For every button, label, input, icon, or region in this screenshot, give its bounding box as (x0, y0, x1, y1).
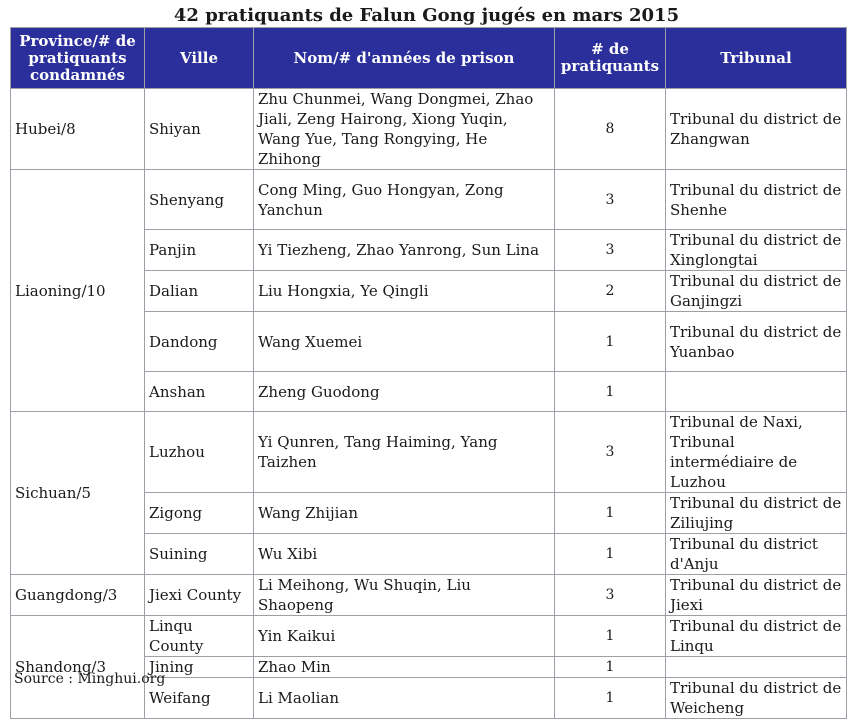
tribunal-cell (666, 657, 847, 678)
names-cell: Liu Hongxia, Ye Qingli (254, 271, 555, 312)
ville-cell: Weifang (145, 678, 254, 719)
header-count: # de pratiquants (555, 28, 666, 89)
table-row (11, 89, 847, 170)
ville-cell: Zigong (145, 493, 254, 534)
tribunal-cell: Tribunal du district de Shenhe (666, 170, 847, 230)
names-cell: Yin Kaikui (254, 616, 555, 657)
names-cell: Wu Xibi (254, 534, 555, 575)
source-note: Source : Minghui.org (14, 671, 166, 687)
count-cell: 1 (555, 493, 666, 534)
count-cell: 1 (555, 372, 666, 412)
names-cell: Yi Qunren, Tang Haiming, Yang Taizhen (254, 412, 555, 493)
province-cell: Shandong/3 (11, 616, 145, 719)
tribunal-cell: Tribunal du district de Xinglongtai (666, 230, 847, 271)
page-title: 42 pratiquants de Falun Gong jugés en mars 2015 (173, 5, 680, 26)
count-cell: 1 (555, 678, 666, 719)
ville-cell: Anshan (145, 372, 254, 412)
names-cell: Zhu Chunmei, Wang Dongmei, Zhao Jiali, Zeng Hairong, Xiong Yuqin, Wang Yue, Tang Rongying, He Zhihong (254, 89, 555, 170)
count-cell: 3 (555, 575, 666, 616)
tribunal-cell: Tribunal du district de Ganjingzi (666, 271, 847, 312)
tribunal-cell: Tribunal du district de Linqu (666, 616, 847, 657)
tribunal-cell: Tribunal du district d'Anju (666, 534, 847, 575)
tribunal-cell: Tribunal du district de Yuanbao (666, 312, 847, 372)
tribunal-cell: Tribunal du district de Zhangwan (666, 89, 847, 170)
ville-cell: Dandong (145, 312, 254, 372)
names-cell: Li Maolian (254, 678, 555, 719)
header-row (11, 28, 847, 89)
ville-cell: Jining (145, 657, 254, 678)
ville-cell: Shenyang (145, 170, 254, 230)
names-cell: Wang Xuemei (254, 312, 555, 372)
names-cell: Cong Ming, Guo Hongyan, Zong Yanchun (254, 170, 555, 230)
names-cell: Li Meihong, Wu Shuqin, Liu Shaopeng (254, 575, 555, 616)
tribunal-cell: Tribunal du district de Jiexi (666, 575, 847, 616)
ville-cell: Panjin (145, 230, 254, 271)
ville-cell: Jiexi County (145, 575, 254, 616)
names-cell: Zheng Guodong (254, 372, 555, 412)
province-cell: Liaoning/10 (11, 170, 145, 412)
header-tribunal: Tribunal (666, 28, 847, 89)
ville-cell: Suining (145, 534, 254, 575)
names-cell: Yi Tiezheng, Zhao Yanrong, Sun Lina (254, 230, 555, 271)
count-cell: 1 (555, 657, 666, 678)
table-row (11, 575, 847, 616)
tribunal-cell: Tribunal du district de Weicheng (666, 678, 847, 719)
province-cell: Sichuan/5 (11, 412, 145, 575)
sentences-table (10, 27, 847, 719)
ville-cell: Shiyan (145, 89, 254, 170)
count-cell: 2 (555, 271, 666, 312)
ville-cell: Dalian (145, 271, 254, 312)
header-ville: Ville (145, 28, 254, 89)
count-cell: 1 (555, 616, 666, 657)
count-cell: 3 (555, 170, 666, 230)
names-cell: Wang Zhijian (254, 493, 555, 534)
tribunal-cell: Tribunal du district de Ziliujing (666, 493, 847, 534)
ville-cell: Luzhou (145, 412, 254, 493)
count-cell: 3 (555, 230, 666, 271)
names-cell: Zhao Min (254, 657, 555, 678)
table-row (11, 616, 847, 657)
province-cell: Hubei/8 (11, 89, 145, 170)
province-cell: Guangdong/3 (11, 575, 145, 616)
table-body (11, 89, 847, 719)
tribunal-cell (666, 372, 847, 412)
count-cell: 3 (555, 412, 666, 493)
count-cell: 8 (555, 89, 666, 170)
count-cell: 1 (555, 312, 666, 372)
table-row (11, 412, 847, 493)
header-noms: Nom/# d'années de prison (254, 28, 555, 89)
tribunal-cell: Tribunal de Naxi, Tribunal intermédiaire de Luzhou (666, 412, 847, 493)
ville-cell: Linqu County (145, 616, 254, 657)
count-cell: 1 (555, 534, 666, 575)
table-row (11, 170, 847, 230)
header-province: Province/# de pratiquants condamnés (11, 28, 145, 89)
